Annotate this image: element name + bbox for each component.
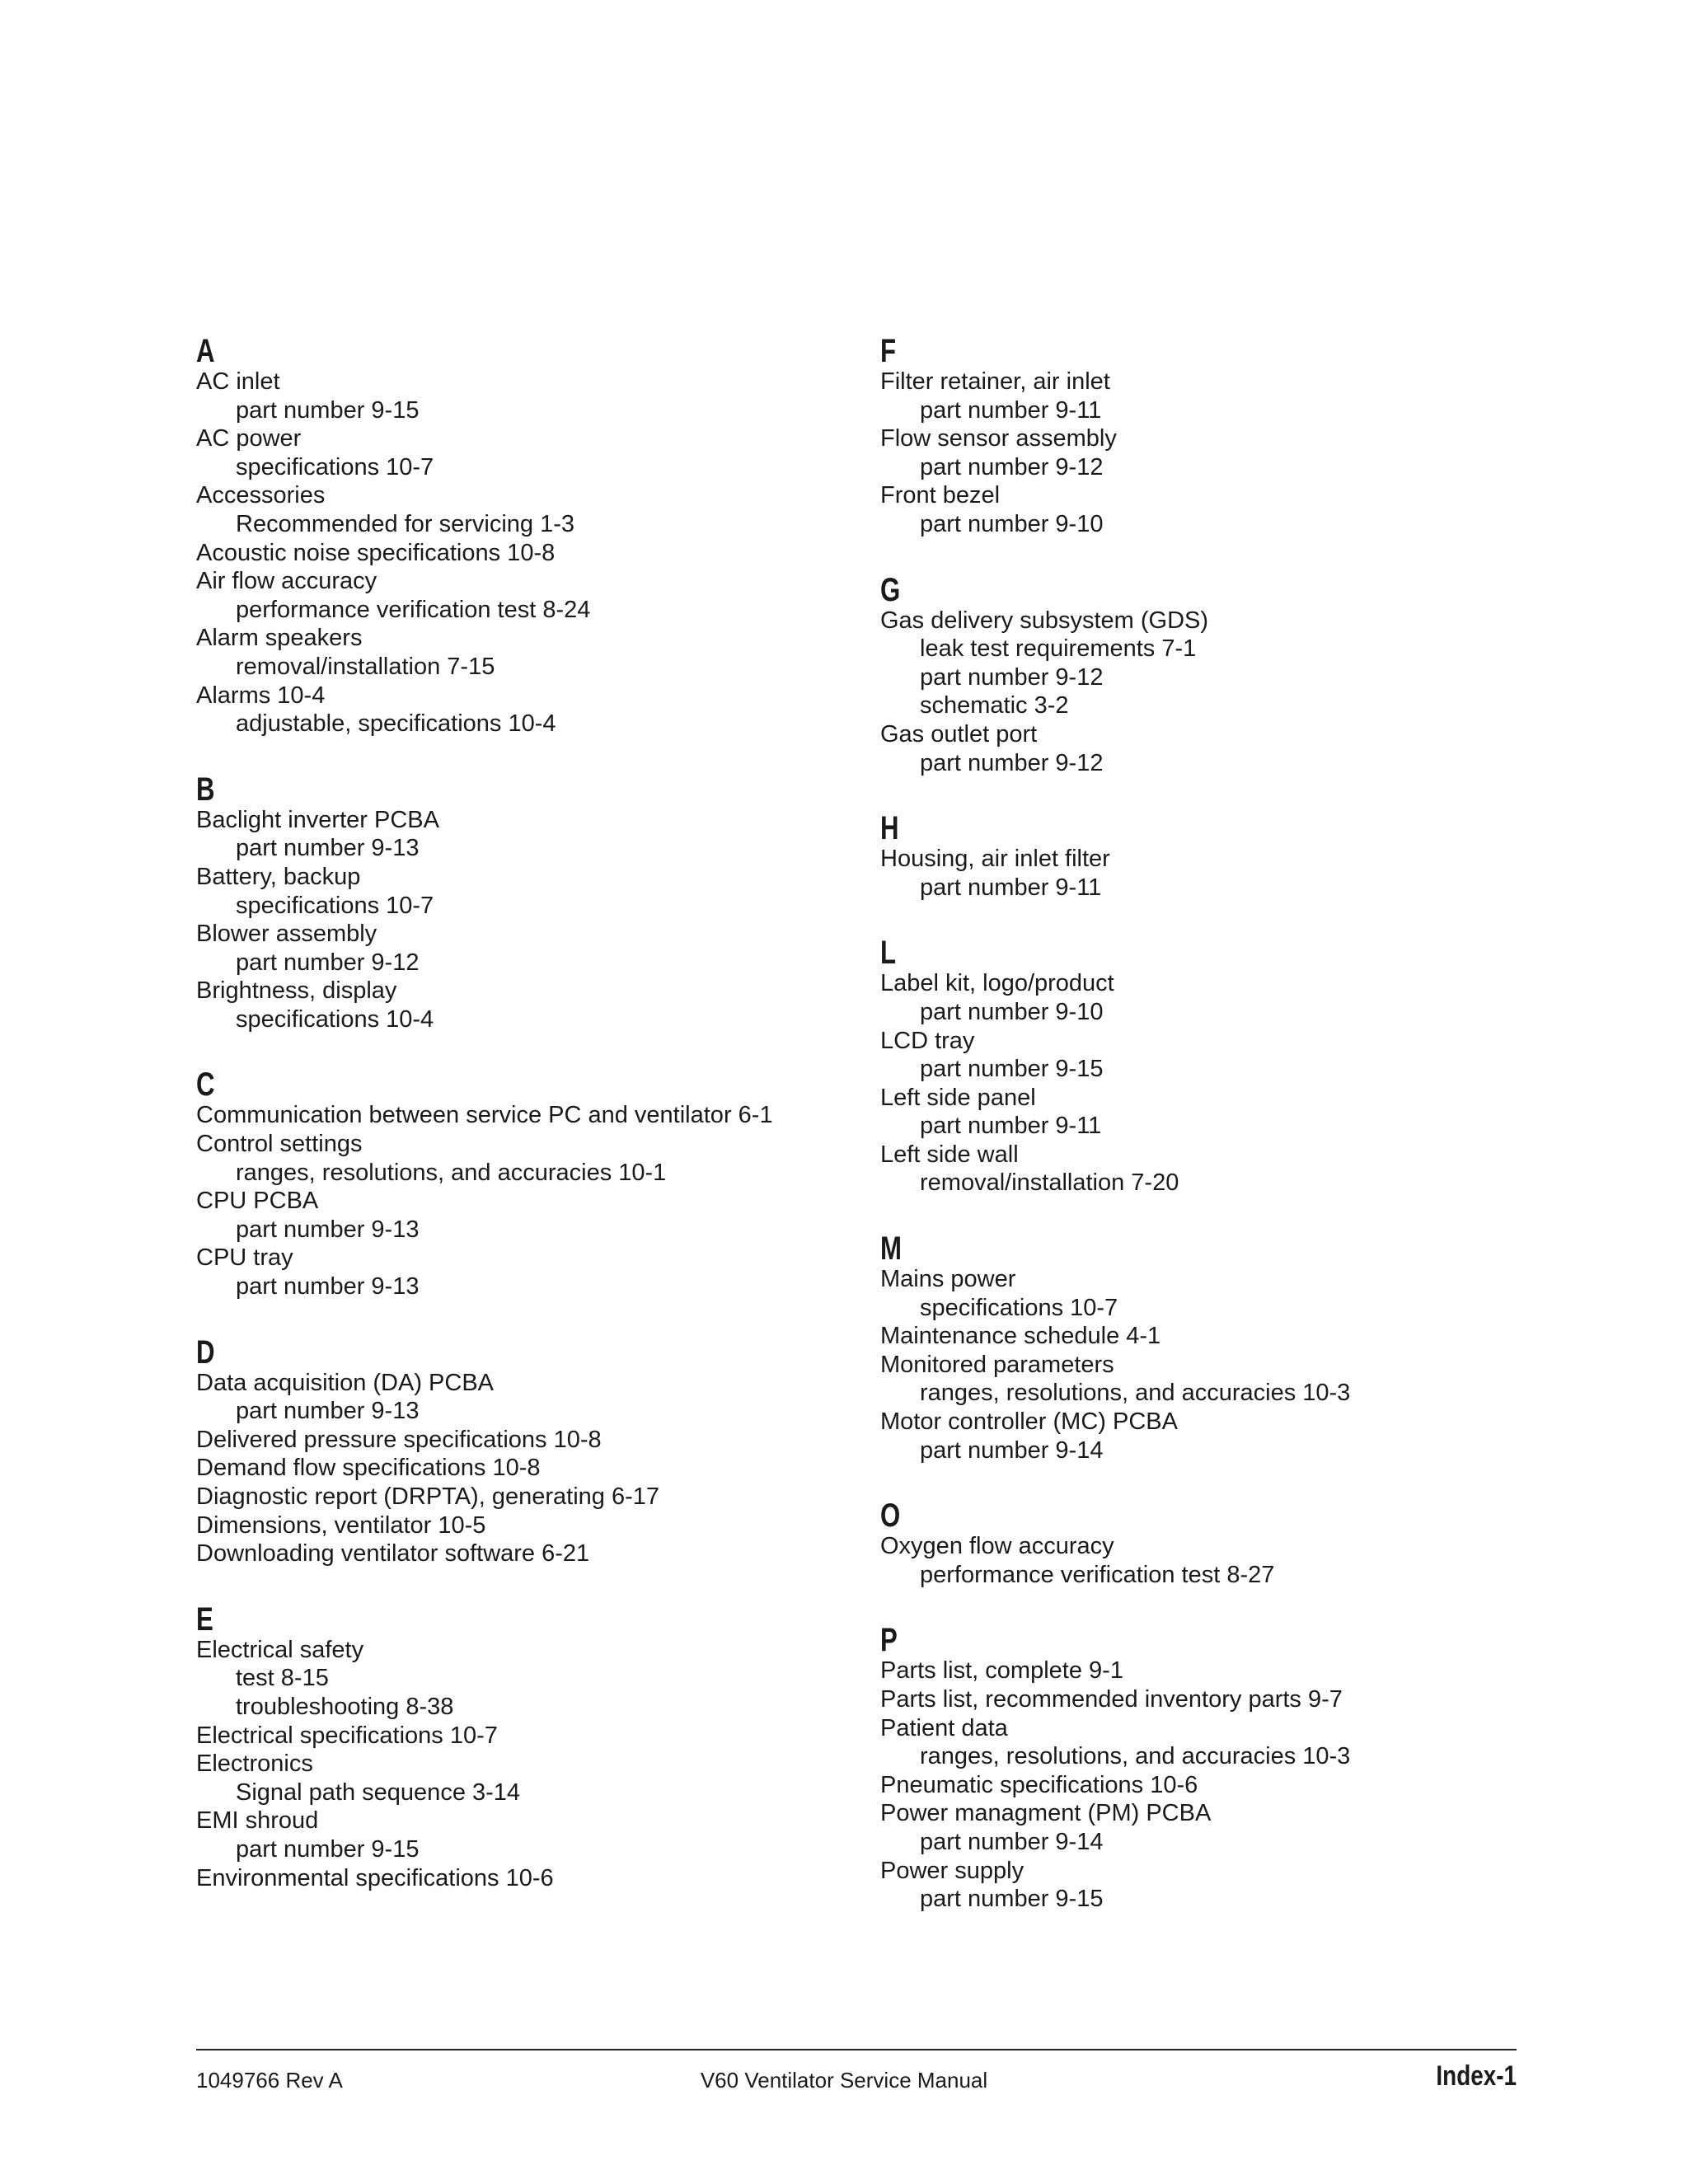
index-entry: Battery, backup bbox=[196, 863, 361, 890]
index-subentry: part number 9-12 bbox=[920, 453, 1104, 480]
index-subentry: part number 9-15 bbox=[236, 1835, 420, 1863]
index-entry: Flow sensor assembly bbox=[880, 425, 1117, 452]
index-subentry: specifications 10-7 bbox=[236, 453, 434, 480]
index-entry: EMI shroud bbox=[196, 1807, 319, 1835]
index-entry: Pneumatic specifications 10-6 bbox=[880, 1771, 1198, 1798]
index-subentry: ranges, resolutions, and accuracies 10-3 bbox=[920, 1380, 1351, 1407]
index-subentry: part number 9-11 bbox=[920, 396, 1102, 424]
index-entry: Motor controller (MC) PCBA bbox=[880, 1408, 1178, 1436]
index-subentry: ranges, resolutions, and accuracies 10-3 bbox=[920, 1743, 1351, 1770]
index-entry: CPU tray bbox=[196, 1244, 293, 1272]
index-entry: Label kit, logo/product bbox=[880, 970, 1114, 997]
index-subentry: part number 9-15 bbox=[236, 396, 420, 424]
index-entry: Filter retainer, air inlet bbox=[880, 368, 1110, 395]
index-entry: AC inlet bbox=[196, 368, 280, 395]
index-entry: Brightness, display bbox=[196, 977, 397, 1005]
index-subentry: Recommended for servicing 1-3 bbox=[236, 510, 575, 537]
index-entry: Parts list, complete 9-1 bbox=[880, 1657, 1123, 1685]
index-subentry: part number 9-15 bbox=[920, 1886, 1104, 1913]
index-entry: CPU PCBA bbox=[196, 1188, 319, 1215]
index-entry: Environmental specifications 10-6 bbox=[196, 1864, 554, 1891]
section-letter: F bbox=[880, 333, 897, 369]
index-entry: Blower assembly bbox=[196, 921, 377, 948]
index-subentry: removal/installation 7-20 bbox=[920, 1169, 1179, 1197]
section-letter: P bbox=[880, 1622, 898, 1659]
index-entry: LCD tray bbox=[880, 1027, 975, 1054]
index-subentry: specifications 10-7 bbox=[920, 1294, 1118, 1321]
index-subentry: part number 9-13 bbox=[236, 1398, 420, 1425]
index-column-left bbox=[196, 331, 856, 1924]
footer-doc-number: 1049766 Rev A bbox=[196, 2068, 343, 2093]
index-entry: Acoustic noise specifications 10-8 bbox=[196, 539, 556, 566]
index-entry: AC power bbox=[196, 425, 302, 452]
section-letter: A bbox=[196, 333, 215, 369]
index-section-a bbox=[196, 331, 856, 738]
index-section-h bbox=[880, 808, 1540, 902]
index-entry: Gas outlet port bbox=[880, 720, 1038, 748]
footer-divider bbox=[196, 2049, 1517, 2050]
index-entry: Electrical specifications 10-7 bbox=[196, 1722, 498, 1749]
index-entry: Downloading ventilator software 6-21 bbox=[196, 1540, 590, 1568]
index-subentry: part number 9-11 bbox=[920, 874, 1102, 901]
index-subentry: specifications 10-4 bbox=[236, 1005, 434, 1033]
index-subentry: performance verification test 8-24 bbox=[236, 596, 591, 623]
index-entry: Alarms 10-4 bbox=[196, 682, 326, 709]
index-section-b bbox=[196, 770, 856, 1034]
index-subentry: part number 9-11 bbox=[920, 1113, 1102, 1140]
section-letter: B bbox=[196, 771, 215, 808]
section-letter: L bbox=[880, 935, 897, 972]
index-entry: Electronics bbox=[196, 1750, 313, 1778]
index-entry: Front bezel bbox=[880, 482, 1001, 509]
index-subentry: part number 9-12 bbox=[920, 663, 1104, 691]
index-entry: Air flow accuracy bbox=[196, 568, 377, 595]
index-entry: Left side wall bbox=[880, 1141, 1019, 1168]
index-column-right bbox=[880, 331, 1540, 1945]
index-section-m bbox=[880, 1229, 1540, 1465]
index-entry: Power supply bbox=[880, 1857, 1025, 1884]
index-subentry: part number 9-10 bbox=[920, 998, 1104, 1025]
section-letter: G bbox=[880, 571, 901, 608]
section-letter: M bbox=[880, 1230, 902, 1268]
section-letter: H bbox=[880, 810, 899, 847]
index-section-o bbox=[880, 1496, 1540, 1589]
index-entry: Delivered pressure specifications 10-8 bbox=[196, 1426, 602, 1453]
index-entry: Accessories bbox=[196, 482, 326, 509]
footer-manual-title: V60 Ventilator Service Manual bbox=[700, 2068, 988, 2093]
index-subentry: schematic 3-2 bbox=[920, 692, 1069, 719]
index-section-e bbox=[196, 1600, 856, 1892]
index-entry: Data acquisition (DA) PCBA bbox=[196, 1369, 495, 1396]
index-section-c bbox=[196, 1065, 856, 1301]
index-section-l bbox=[880, 933, 1540, 1197]
index-subentry: part number 9-10 bbox=[920, 510, 1104, 537]
index-entry: Gas delivery subsystem (GDS) bbox=[880, 607, 1209, 634]
index-subentry: test 8-15 bbox=[236, 1665, 329, 1692]
index-subentry: part number 9-13 bbox=[236, 1273, 420, 1301]
index-entry: Housing, air inlet filter bbox=[880, 846, 1110, 873]
section-letter: E bbox=[196, 1601, 213, 1638]
index-subentry: part number 9-14 bbox=[920, 1436, 1104, 1464]
index-subentry: part number 9-15 bbox=[920, 1056, 1104, 1083]
index-entry: Power managment (PM) PCBA bbox=[880, 1800, 1212, 1827]
index-subentry: part number 9-13 bbox=[236, 1216, 420, 1243]
index-entry: Electrical safety bbox=[196, 1636, 364, 1663]
index-subentry: part number 9-13 bbox=[236, 835, 420, 862]
index-entry: Control settings bbox=[196, 1131, 363, 1158]
index-entry: Parts list, recommended inventory parts 9-7 bbox=[880, 1686, 1343, 1713]
index-subentry: part number 9-14 bbox=[920, 1828, 1104, 1855]
index-entry: Baclight inverter PCBA bbox=[196, 806, 439, 833]
index-entry: Maintenance schedule 4-1 bbox=[880, 1323, 1161, 1350]
section-letter: C bbox=[196, 1066, 215, 1104]
index-subentry: part number 9-12 bbox=[920, 749, 1104, 776]
index-entry: Left side panel bbox=[880, 1084, 1036, 1111]
index-subentry: adjustable, specifications 10-4 bbox=[236, 710, 556, 738]
index-section-g bbox=[880, 570, 1540, 778]
index-subentry: performance verification test 8-27 bbox=[920, 1561, 1275, 1588]
index-subentry: removal/installation 7-15 bbox=[236, 653, 495, 680]
section-letter: D bbox=[196, 1333, 215, 1371]
index-section-f bbox=[880, 331, 1540, 539]
index-section-p bbox=[880, 1620, 1540, 1913]
index-entry: Dimensions, ventilator 10-5 bbox=[196, 1511, 486, 1539]
index-section-d bbox=[196, 1333, 856, 1568]
index-entry: Alarm speakers bbox=[196, 625, 363, 652]
index-entry: Diagnostic report (DRPTA), generating 6-17 bbox=[196, 1483, 659, 1510]
index-subentry: troubleshooting 8-38 bbox=[236, 1693, 454, 1720]
index-entry: Monitored parameters bbox=[880, 1351, 1114, 1378]
index-subentry: part number 9-12 bbox=[236, 949, 420, 976]
index-entry: Demand flow specifications 10-8 bbox=[196, 1455, 541, 1482]
index-entry: Patient data bbox=[880, 1714, 1008, 1741]
footer-page-label: Index-1 bbox=[1436, 2060, 1517, 2092]
index-subentry: ranges, resolutions, and accuracies 10-1 bbox=[236, 1159, 667, 1186]
index-entry: Communication between service PC and ventilator 6-1 bbox=[196, 1102, 773, 1129]
index-subentry: Signal path sequence 3-14 bbox=[236, 1779, 521, 1806]
index-subentry: specifications 10-7 bbox=[236, 892, 434, 919]
index-entry: Mains power bbox=[880, 1266, 1016, 1293]
index-subentry: leak test requirements 7-1 bbox=[920, 635, 1197, 663]
section-letter: O bbox=[880, 1497, 901, 1535]
index-entry: Oxygen flow accuracy bbox=[880, 1533, 1114, 1560]
